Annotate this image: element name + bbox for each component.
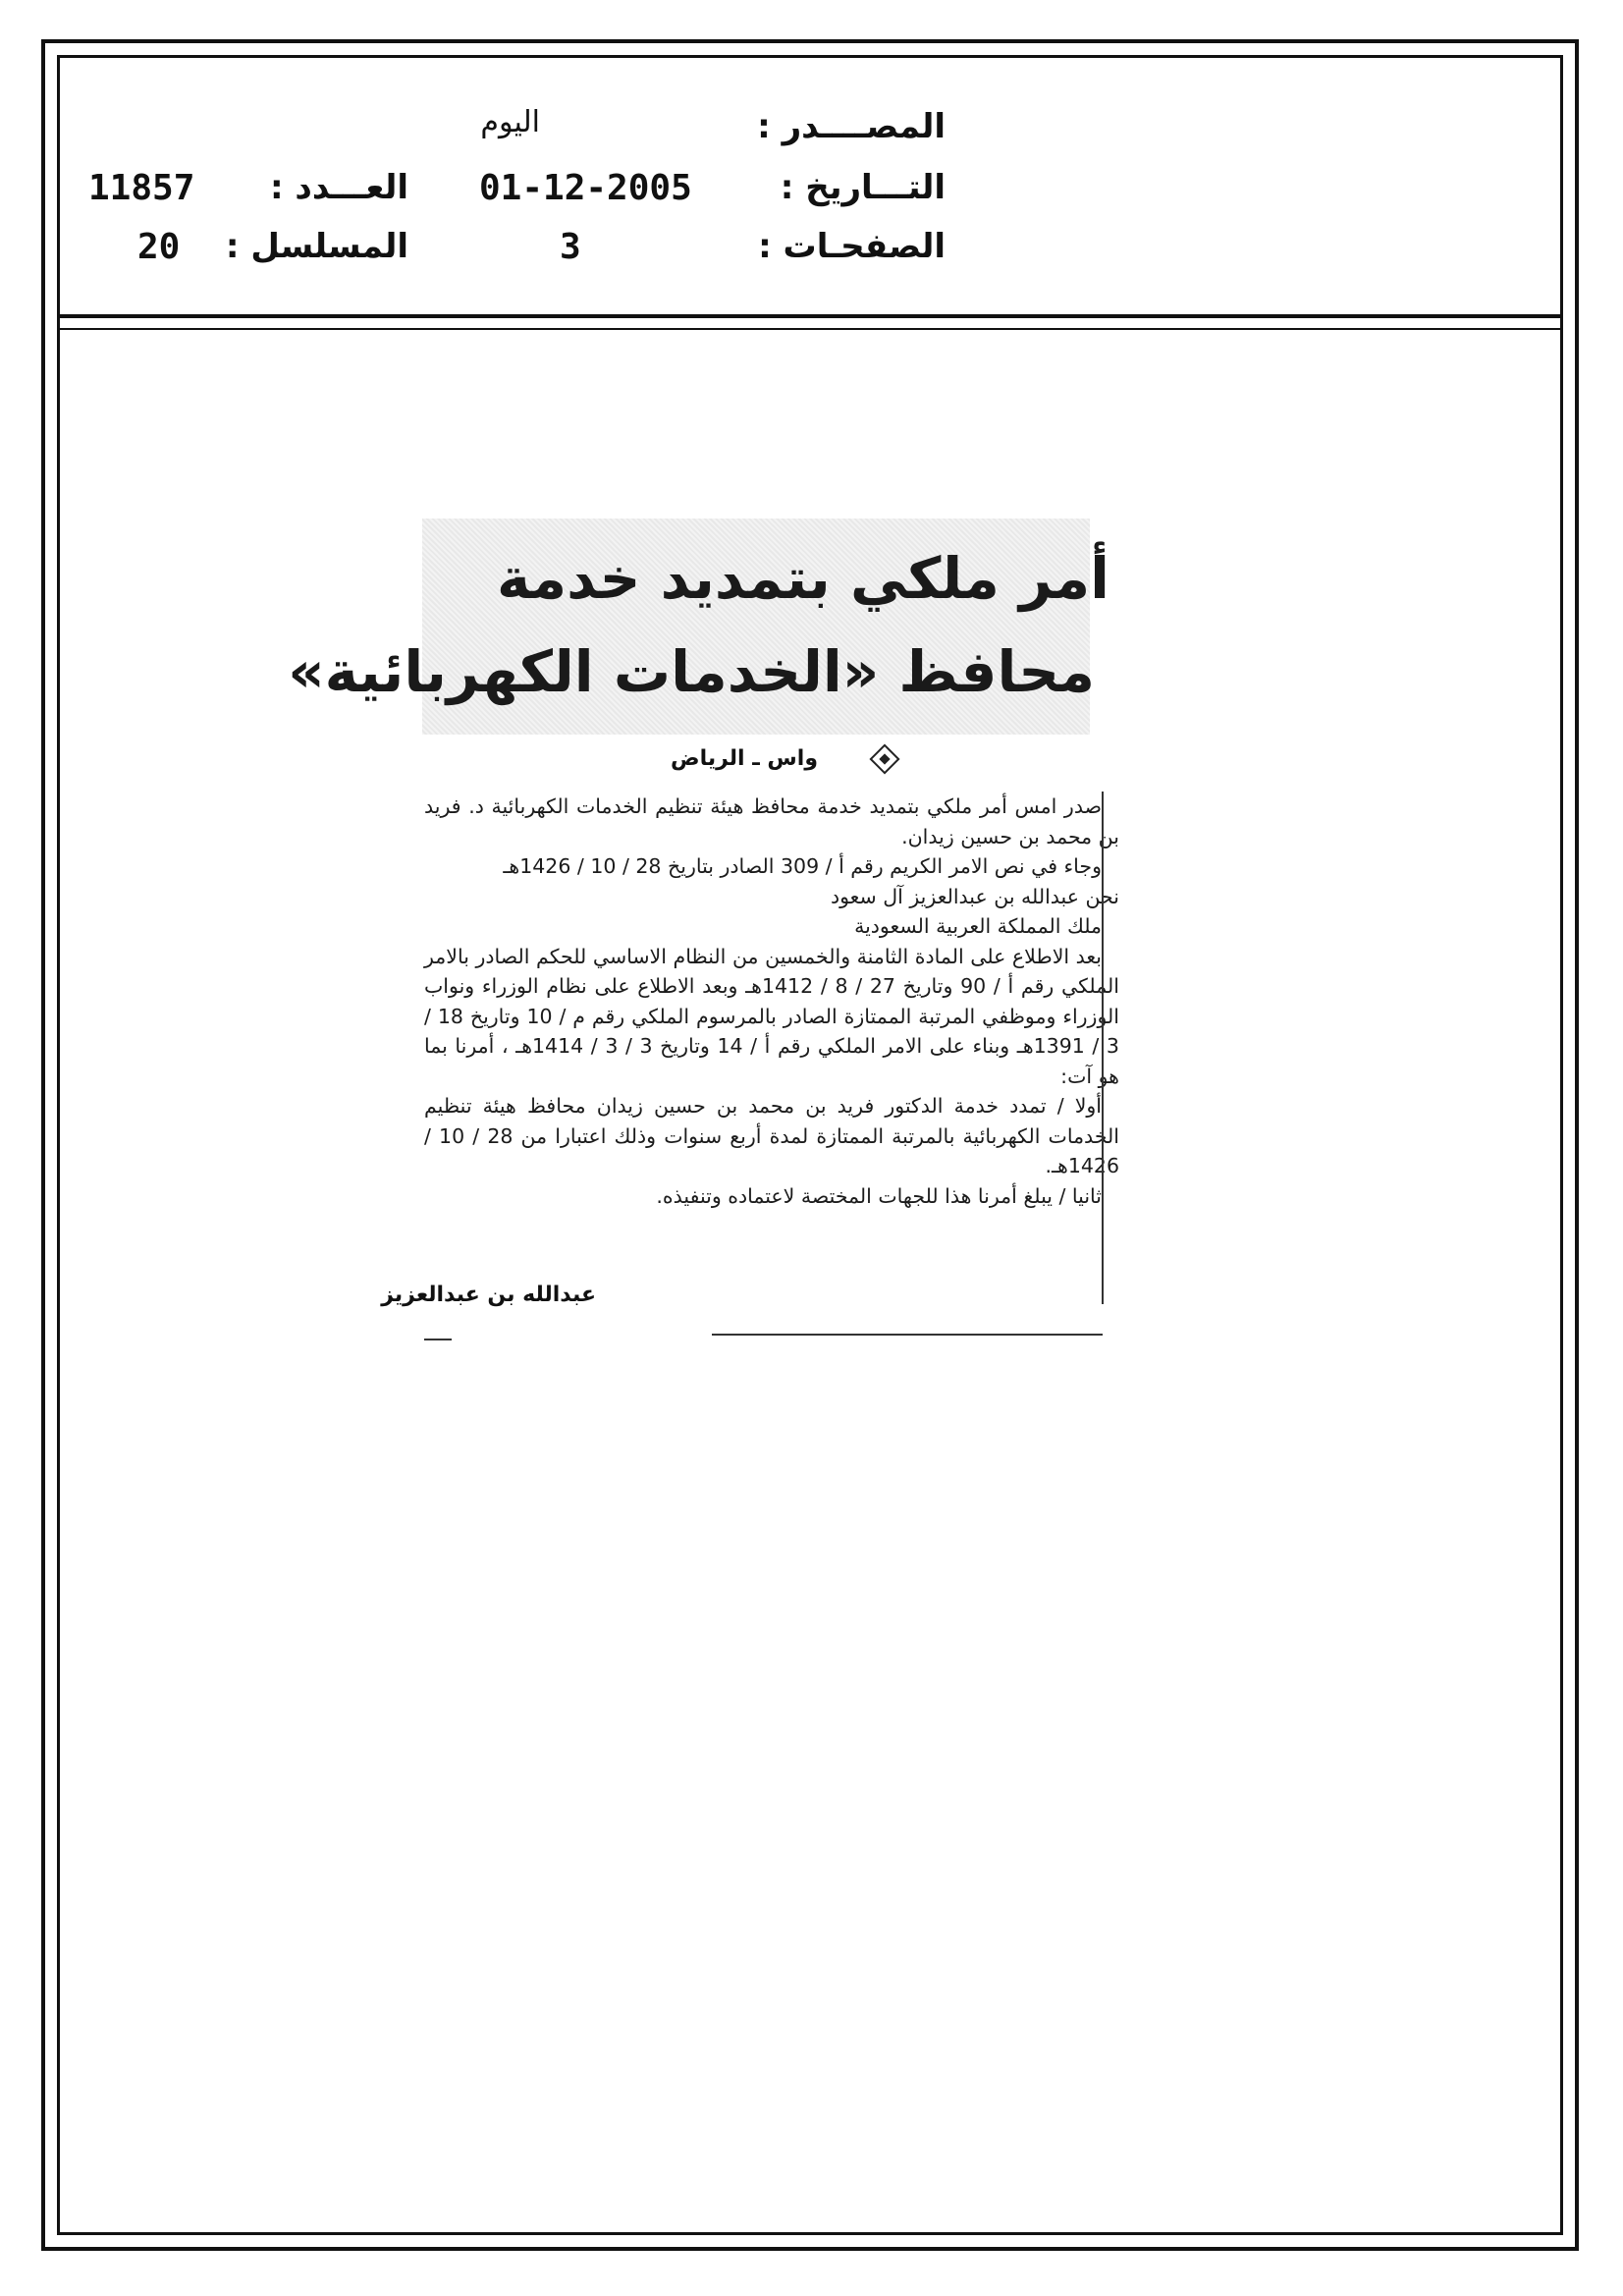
paragraph-second: ثانيا / يبلغ أمرنا هذا للجهات المختصة لاعتماده وتنفيذه. <box>656 1183 1102 1208</box>
date-label: التـــاريخ : <box>780 168 946 207</box>
bottom-rule <box>712 1334 1103 1336</box>
article-body <box>424 792 1119 1211</box>
paragraph-title: ملك المملكة العربية السعودية <box>854 914 1102 938</box>
source-label: المصــــدر : <box>757 107 946 146</box>
headline-line-2: محافظ «الخدمات الكهربائية» <box>288 638 1095 705</box>
headline-line-1: أمر ملكي بتمديد خدمة <box>497 545 1109 612</box>
bottom-tick <box>424 1339 452 1340</box>
pages-value: 3 <box>560 227 581 267</box>
column-rule <box>1102 792 1104 1304</box>
header-divider <box>57 314 1563 318</box>
issue-value: 11857 <box>88 168 195 208</box>
source-value: اليوم <box>480 105 540 139</box>
paragraph-intro: صدر امس أمر ملكي بتمديد خدمة محافظ هيئة تنظيم الخدمات الكهربائية د. فريد بن محمد بن حسين زيدان. <box>424 794 1119 848</box>
issue-label: العـــدد : <box>270 168 408 207</box>
dateline: واس ـ الرياض <box>670 746 818 771</box>
signature: عبدالله بن عبدالعزيز <box>381 1283 596 1307</box>
paragraph-order-ref: وجاء في نص الامر الكريم رقم أ / 309 الصادر بتاريخ 28 / 10 / 1426هـ <box>503 854 1102 878</box>
header-divider-thin <box>57 328 1563 330</box>
serial-label: المسلسل : <box>225 227 408 266</box>
serial-value: 20 <box>137 227 181 267</box>
paragraph-first: أولا / تمدد خدمة الدكتور فريد بن محمد بن حسين زيدان محافظ هيئة تنظيم الخدمات الكهربائية بالمرتبة الممتازة لمدة أربع سنوات وذلك اعتبارا من 28 / 10 / 1426هـ. <box>424 1094 1119 1177</box>
pages-label: الصفحـات : <box>758 227 946 266</box>
paragraph-preamble: بعد الاطلاع على المادة الثامنة والخمسين من النظام الاساسي للحكم الصادر بالامر الملكي رقم أ / 90 وتاريخ 27 / 8 / 1412هـ وبعد الاطلاع على نظام الوزراء ونواب الوزراء وموظفي المرتبة الممتازة الصادر بالمرسوم الملكي رقم م / 10 وتاريخ 18 / 3 / 1391هـ وبناء على الامر الملكي رقم أ / 14 وتاريخ 3 / 3 / 1414هـ ، أمرنا بما هو آت: <box>424 944 1119 1088</box>
paragraph-issuer: نحن عبدالله بن عبدالعزيز آل سعود <box>830 884 1119 908</box>
date-value: 01-12-2005 <box>479 168 692 208</box>
